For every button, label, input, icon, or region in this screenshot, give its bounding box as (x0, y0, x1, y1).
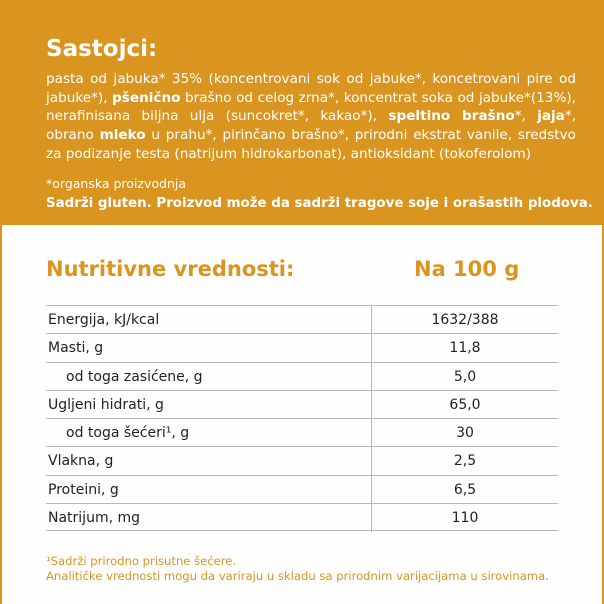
footnote-variation: Analitičke vrednosti mogu da variraju u skladu sa prirodnim varijacijama u sirovinama. (46, 569, 549, 583)
table-row (46, 418, 558, 446)
nutrient-value: 65,0 (449, 396, 481, 413)
ingredient-allergen: mleko (99, 127, 146, 144)
nutrient-value: 1632/388 (431, 312, 499, 328)
nutrient-value: 11,8 (449, 340, 481, 357)
nutrient-label: Energija, kJ/kcal (48, 312, 160, 328)
ingredient-text: *, (514, 108, 538, 125)
footnote (46, 554, 549, 584)
table-row (46, 333, 558, 361)
nutrient-label: Masti, g (48, 340, 104, 357)
ingredient-text: u prahu*, pirinčano brašno*, prirodni ekstrat vanile, sredstvo za podizanje testa (natrijum hidrokarbonat), antioksidant (tokoferolom) (46, 127, 576, 162)
nutrient-label: Natrijum, mg (48, 510, 141, 527)
nutrient-value: 30 (456, 425, 474, 442)
nutrient-label: Vlakna, g (48, 453, 114, 470)
nutrient-label: Proteini, g (48, 481, 119, 498)
nutrient-label: Ugljeni hidrati, g (48, 396, 164, 413)
ingredient-allergen: pšenično (112, 89, 181, 106)
footnote-sugars: ¹Sadrži prirodno prisutne šećere. (46, 554, 237, 568)
ingredients-title: Sastojci: (46, 36, 158, 62)
organic-note: *organska proizvodnja (46, 176, 187, 191)
ingredient-allergen: jaja (537, 108, 565, 125)
table-row (46, 446, 558, 474)
table-row (46, 475, 558, 503)
table-column-divider (371, 305, 372, 532)
nutrient-value: 2,5 (453, 453, 477, 470)
nutrient-value: 6,5 (453, 481, 477, 498)
ingredients-panel (0, 0, 604, 225)
ingredient-text: *, obrano (46, 108, 576, 144)
nutrition-per-100g: Na 100 g (414, 257, 520, 281)
table-row (46, 503, 558, 531)
ingredient-text: brašno od celog zrna*, koncentrat soka od jabuke*(13%), nerafinisana biljna ulja (suncokret*, kakao*), (46, 89, 576, 125)
table-row (46, 305, 558, 333)
table-row (46, 362, 558, 390)
table-row (46, 390, 558, 418)
nutrient-label: od toga zasićene, g (66, 368, 203, 385)
ingredients-text (46, 70, 576, 164)
ingredient-allergen: speltino brašno (388, 108, 515, 125)
allergen-note: Sadrži gluten. Proizvod može da sadrži tragove soje i orašastih plodova. (46, 196, 593, 211)
nutrient-label: od toga šećeri¹, g (66, 425, 190, 442)
nutrition-title: Nutritivne vrednosti: (46, 257, 295, 281)
nutrient-value: 5,0 (453, 368, 477, 385)
nutrient-value: 110 (451, 510, 479, 527)
ingredient-text: pasta od jabuka* 35% (koncentrovani sok od jabuke*, koncetrovani pire od jabuke*), (46, 71, 576, 106)
nutrition-table (46, 305, 558, 531)
